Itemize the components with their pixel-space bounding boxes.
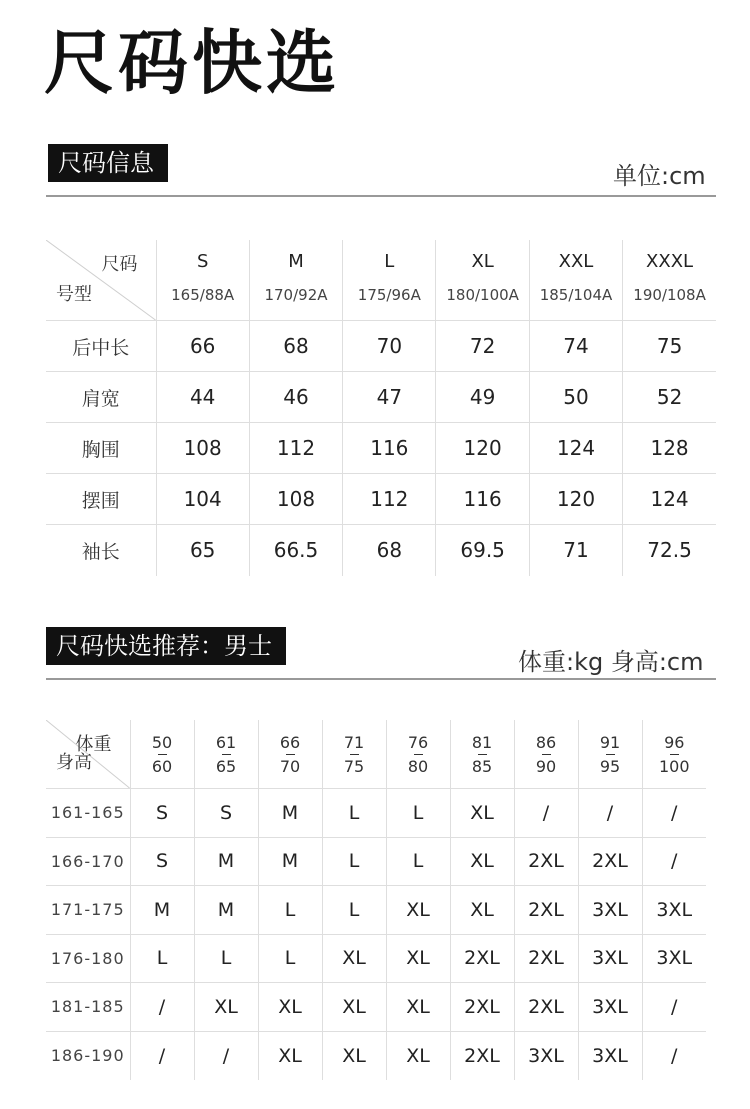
height-range-label: 161-165 xyxy=(46,789,130,838)
weight-dash xyxy=(350,754,359,755)
weight-to: 85 xyxy=(471,756,493,776)
recommended-size: S xyxy=(130,789,194,838)
size-name: S xyxy=(196,250,209,272)
size-recommend-table xyxy=(46,720,706,1080)
recommended-size: M xyxy=(130,886,194,935)
measure-value: 75 xyxy=(623,321,716,372)
recommended-size: 3XL xyxy=(642,886,706,935)
corner-header-cell xyxy=(46,720,130,789)
recommended-size: 2XL xyxy=(578,837,642,886)
weight-from: 76 xyxy=(407,732,429,752)
recommended-size: XL xyxy=(450,789,514,838)
corner-header-cell xyxy=(46,240,156,321)
recommended-size: / xyxy=(642,1031,706,1080)
size-code: 180/100A xyxy=(446,285,519,304)
recommended-size: XL xyxy=(386,934,450,983)
weight-from: 50 xyxy=(151,732,173,752)
size-header-cell xyxy=(156,240,249,321)
weight-dash xyxy=(606,754,615,755)
size-header-cell xyxy=(249,240,342,321)
size-code: 185/104A xyxy=(539,285,613,304)
measure-value: 47 xyxy=(343,372,436,423)
measure-value: 52 xyxy=(623,372,716,423)
measure-value: 108 xyxy=(249,474,342,525)
corner-top-label: 尺码 xyxy=(101,254,138,275)
recommended-size: XL xyxy=(258,1031,322,1080)
page-title: 尺码快选 xyxy=(44,22,340,104)
recommended-size: M xyxy=(258,837,322,886)
weight-from: 86 xyxy=(535,732,557,752)
recommended-size: XL xyxy=(258,983,322,1032)
recommended-size: XL xyxy=(322,983,386,1032)
section-tag-size-info: 尺码信息 xyxy=(48,144,168,182)
weight-from: 91 xyxy=(599,732,621,752)
measure-value: 66 xyxy=(156,321,249,372)
measure-value: 68 xyxy=(249,321,342,372)
recommended-size: L xyxy=(130,934,194,983)
corner-header xyxy=(46,240,156,320)
corner-top-label: 体重 xyxy=(75,734,112,755)
measure-value: 44 xyxy=(156,372,249,423)
measure-value: 128 xyxy=(623,423,716,474)
recommended-size: / xyxy=(130,983,194,1032)
table-row xyxy=(46,983,706,1032)
weight-to: 100 xyxy=(658,756,690,776)
measure-value: 104 xyxy=(156,474,249,525)
recommended-size: / xyxy=(642,983,706,1032)
size-name: XXL xyxy=(558,250,594,272)
recommended-size: / xyxy=(514,789,578,838)
unit-label: 单位:cm xyxy=(613,162,706,190)
weight-from: 81 xyxy=(471,732,493,752)
weight-dash xyxy=(670,754,679,755)
recommended-size: 2XL xyxy=(450,934,514,983)
measure-value: 69.5 xyxy=(436,525,529,576)
weight-header-cell xyxy=(642,720,706,789)
recommended-size: / xyxy=(578,789,642,838)
table-row xyxy=(46,372,716,423)
section-tag-recommend: 尺码快选推荐：男士 xyxy=(46,627,286,665)
recommended-size: 3XL xyxy=(642,934,706,983)
recommended-size: S xyxy=(194,789,258,838)
corner-bottom-label: 号型 xyxy=(56,284,92,305)
recommended-size: / xyxy=(130,1031,194,1080)
measure-value: 74 xyxy=(529,321,622,372)
recommended-size: L xyxy=(322,837,386,886)
size-name: XL xyxy=(471,250,494,272)
height-range-label: 176-180 xyxy=(46,934,130,983)
recommended-size: L xyxy=(258,934,322,983)
recommended-size: L xyxy=(258,886,322,935)
recommended-size: 2XL xyxy=(450,983,514,1032)
weight-from: 61 xyxy=(215,732,237,752)
recommended-size: M xyxy=(194,886,258,935)
table-row xyxy=(46,837,706,886)
measure-label: 后中长 xyxy=(46,321,156,372)
recommended-size: 2XL xyxy=(514,886,578,935)
size-header-cell xyxy=(529,240,622,321)
measure-label: 肩宽 xyxy=(46,372,156,423)
table-row xyxy=(46,789,706,838)
measure-value: 70 xyxy=(343,321,436,372)
measure-value: 72.5 xyxy=(623,525,716,576)
weight-header-cell xyxy=(194,720,258,789)
weight-header-cell xyxy=(130,720,194,789)
measure-value: 50 xyxy=(529,372,622,423)
weight-header-cell xyxy=(450,720,514,789)
weight-to: 60 xyxy=(151,756,173,776)
measure-value: 120 xyxy=(529,474,622,525)
weight-to: 75 xyxy=(343,756,365,776)
measure-value: 72 xyxy=(436,321,529,372)
recommended-size: M xyxy=(258,789,322,838)
measure-value: 108 xyxy=(156,423,249,474)
size-code: 165/88A xyxy=(171,285,235,304)
recommended-size: 3XL xyxy=(578,983,642,1032)
weight-from: 71 xyxy=(343,732,365,752)
recommended-size: / xyxy=(642,789,706,838)
weight-from: 66 xyxy=(279,732,301,752)
weight-dash xyxy=(222,754,231,755)
weight-dash xyxy=(286,754,295,755)
size-header-cell xyxy=(436,240,529,321)
weight-to: 70 xyxy=(279,756,301,776)
recommended-size: L xyxy=(386,789,450,838)
recommended-size: / xyxy=(642,837,706,886)
recommended-size: S xyxy=(130,837,194,886)
divider xyxy=(46,678,716,680)
size-header-cell xyxy=(623,240,716,321)
recommended-size: 3XL xyxy=(514,1031,578,1080)
recommended-size: XL xyxy=(322,934,386,983)
table-row xyxy=(46,934,706,983)
weight-dash xyxy=(158,754,167,755)
height-range-label: 186-190 xyxy=(46,1031,130,1080)
size-header-cell xyxy=(343,240,436,321)
size-info-table xyxy=(46,240,716,576)
table-row xyxy=(46,886,706,935)
unit-label-recommend: 体重:kg 身高:cm xyxy=(518,648,704,676)
recommended-size: 2XL xyxy=(514,837,578,886)
weight-header-cell xyxy=(258,720,322,789)
table-row xyxy=(46,525,716,576)
measure-label: 胸围 xyxy=(46,423,156,474)
corner-header xyxy=(46,720,130,788)
recommended-size: XL xyxy=(450,886,514,935)
measure-label: 摆围 xyxy=(46,474,156,525)
measure-value: 116 xyxy=(436,474,529,525)
weight-to: 80 xyxy=(407,756,429,776)
recommended-size: 3XL xyxy=(578,1031,642,1080)
measure-value: 112 xyxy=(249,423,342,474)
recommended-size: 3XL xyxy=(578,934,642,983)
weight-header-cell xyxy=(386,720,450,789)
table-row xyxy=(46,423,716,474)
recommended-size: XL xyxy=(386,1031,450,1080)
size-code: 170/92A xyxy=(264,285,328,304)
weight-header-cell xyxy=(322,720,386,789)
height-range-label: 181-185 xyxy=(46,983,130,1032)
weight-to: 95 xyxy=(599,756,621,776)
size-code: 175/96A xyxy=(357,285,421,304)
corner-bottom-label: 身高 xyxy=(56,752,92,773)
recommended-size: L xyxy=(322,789,386,838)
height-range-label: 171-175 xyxy=(46,886,130,935)
size-name: L xyxy=(384,250,395,272)
measure-value: 46 xyxy=(249,372,342,423)
weight-dash xyxy=(478,754,487,755)
recommended-size: L xyxy=(386,837,450,886)
measure-value: 116 xyxy=(343,423,436,474)
weight-to: 90 xyxy=(535,756,557,776)
height-range-label: 166-170 xyxy=(46,837,130,886)
recommended-size: XL xyxy=(450,837,514,886)
recommended-size: XL xyxy=(194,983,258,1032)
divider xyxy=(46,195,716,197)
table-row xyxy=(46,474,716,525)
measure-value: 71 xyxy=(529,525,622,576)
weight-header-cell xyxy=(578,720,642,789)
measure-label: 袖长 xyxy=(46,525,156,576)
recommended-size: 2XL xyxy=(514,983,578,1032)
size-name: M xyxy=(288,250,304,272)
recommended-size: M xyxy=(194,837,258,886)
recommended-size: XL xyxy=(386,886,450,935)
weight-dash xyxy=(414,754,423,755)
header-row xyxy=(46,720,706,789)
recommended-size: XL xyxy=(386,983,450,1032)
size-name: XXXL xyxy=(646,250,694,272)
measure-value: 120 xyxy=(436,423,529,474)
weight-to: 65 xyxy=(215,756,237,776)
weight-header-cell xyxy=(514,720,578,789)
size-code: 190/108A xyxy=(633,285,706,304)
measure-value: 68 xyxy=(343,525,436,576)
header-row xyxy=(46,240,716,321)
recommended-size: 2XL xyxy=(514,934,578,983)
measure-value: 124 xyxy=(623,474,716,525)
weight-from: 96 xyxy=(664,732,685,752)
measure-value: 112 xyxy=(343,474,436,525)
measure-value: 65 xyxy=(156,525,249,576)
table-row xyxy=(46,1031,706,1080)
recommended-size: 3XL xyxy=(578,886,642,935)
measure-value: 49 xyxy=(436,372,529,423)
weight-dash xyxy=(542,754,551,755)
measure-value: 66.5 xyxy=(249,525,342,576)
recommended-size: XL xyxy=(322,1031,386,1080)
recommended-size: L xyxy=(322,886,386,935)
table-row xyxy=(46,321,716,372)
recommended-size: L xyxy=(194,934,258,983)
recommended-size: / xyxy=(194,1031,258,1080)
measure-value: 124 xyxy=(529,423,622,474)
recommended-size: 2XL xyxy=(450,1031,514,1080)
